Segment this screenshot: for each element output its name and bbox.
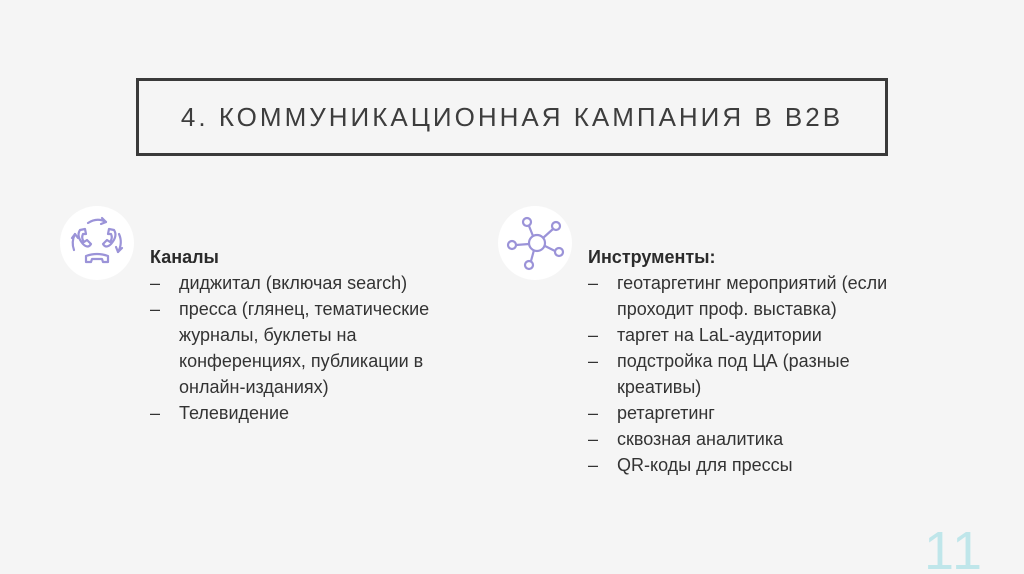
list-item: – сквозная аналитика: [588, 429, 784, 449]
list-item: – геотаргетинг мероприятий (если проходит проф. выставка): [588, 273, 888, 319]
list-item: – диджитал (включая search): [150, 273, 408, 293]
list-item: – таргет на LaL-аудитории: [588, 325, 822, 345]
list-item: – пресса (глянец, тематические журналы, буклеты на конференциях, публикации в онлайн-изданиях): [150, 299, 430, 397]
channels-heading: Каналы: [150, 247, 219, 267]
tools-column: [588, 244, 918, 478]
tools-list: [588, 270, 918, 478]
list-item: – QR-коды для прессы: [588, 455, 793, 475]
channels-list: [150, 270, 480, 426]
cycle-arrows-icon: [66, 212, 128, 274]
list-item: – Телевидение: [150, 403, 290, 423]
list-item: – ретаргетинг: [588, 403, 715, 423]
tools-icon-circle: [498, 206, 572, 280]
slide-title: 4. КОММУНИКАЦИОННАЯ КАМПАНИЯ В B2B: [180, 101, 844, 132]
channels-column: [150, 244, 480, 426]
tools-heading: Инструменты:: [588, 247, 716, 267]
title-box: [136, 78, 888, 156]
network-nodes-icon: [504, 212, 566, 274]
list-item: – подстройка под ЦА (разные креативы): [588, 351, 850, 397]
channels-icon-circle: [60, 206, 134, 280]
page-number: 11: [923, 521, 984, 574]
